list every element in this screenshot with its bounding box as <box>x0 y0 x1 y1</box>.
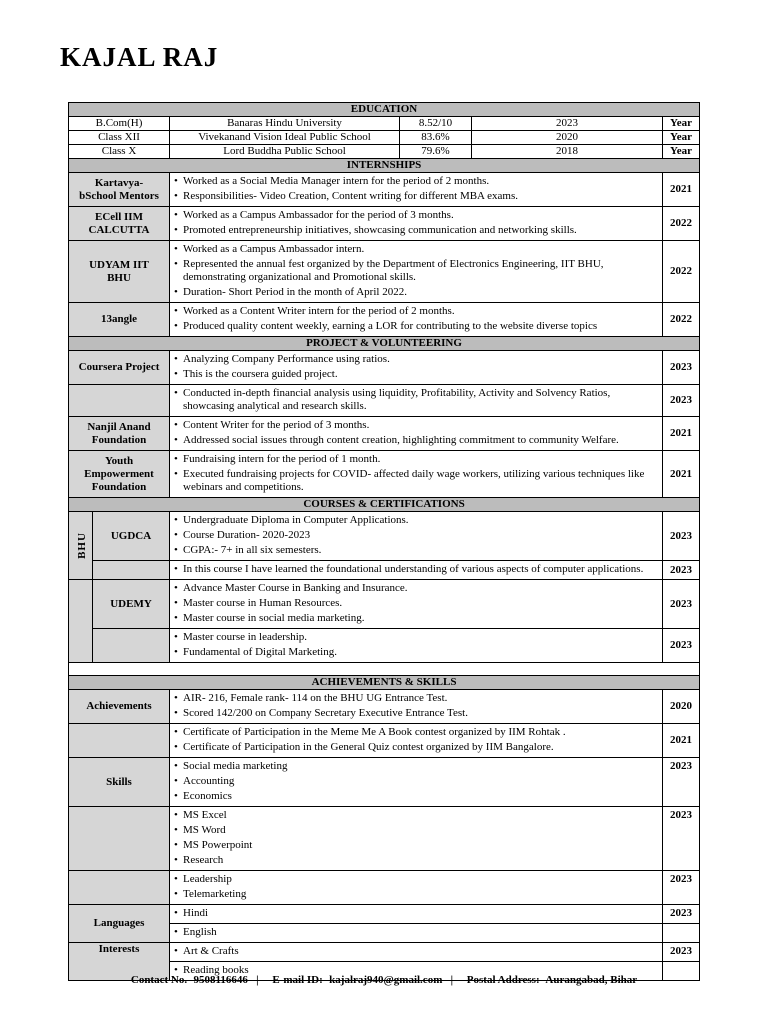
entry-details <box>170 580 663 629</box>
year-unit: Year <box>663 145 700 159</box>
score: 8.52/10 <box>400 117 472 131</box>
entry-details <box>170 173 663 207</box>
bullet-list <box>174 207 658 240</box>
entry-year-blank <box>663 924 700 943</box>
entry-details <box>170 385 663 417</box>
entry-label <box>69 385 170 417</box>
section-heading-courses: COURSES & CERTIFICATIONS <box>69 498 700 512</box>
languages-row <box>69 905 700 924</box>
bullet-item: • Hindi <box>174 907 658 920</box>
course-row <box>69 561 700 580</box>
skill-row <box>69 807 700 871</box>
entry-year: 2023 <box>663 561 700 580</box>
passing-year: 2020 <box>472 131 663 145</box>
spacer-row <box>69 663 700 676</box>
entry-details <box>170 871 663 905</box>
entry-label <box>69 690 170 724</box>
entry-label <box>69 241 170 303</box>
bullet-item: • Undergraduate Diploma in Computer Applications. <box>174 514 658 527</box>
section-heading-internships: INTERNSHIPS <box>69 159 700 173</box>
entry-label <box>69 451 170 498</box>
interests-row <box>69 943 700 962</box>
bullet-item: • Analyzing Company Performance using ratios. <box>174 353 658 366</box>
course-group-label <box>69 512 93 580</box>
bullet-item: • Advance Master Course in Banking and Insurance. <box>174 582 658 595</box>
entry-year: 2023 <box>663 512 700 561</box>
bullet-list <box>174 905 658 923</box>
education-row <box>69 117 700 131</box>
institute: Lord Buddha Public School <box>170 145 400 159</box>
bullet-item: • Telemarketing <box>174 888 658 901</box>
entry-label <box>69 207 170 241</box>
entry-label-text: UDEMY <box>110 597 152 610</box>
education-row <box>69 145 700 159</box>
entry-year: 2023 <box>663 871 700 905</box>
entry-label-text: 13angle <box>100 313 138 325</box>
bullet-item: • Represented the annual fest organized by the Department of Electronics Engineering, IIT BHU, demonstrating organizational and Promotional skills. <box>174 258 658 284</box>
contact-footer: Contact No.- 9508116646 | E-mail ID:- kajalraj940@gmail.com | Postal Address:- Aurangabad, Bihar <box>130 974 638 986</box>
entry-label <box>93 580 170 629</box>
bullet-item: • Art & Crafts <box>174 945 658 958</box>
course-group-text: BHU <box>75 532 88 559</box>
entry-label-text: Skills <box>106 775 132 788</box>
entry-details <box>170 561 663 580</box>
resume-table <box>68 102 700 981</box>
bullet-list <box>174 724 658 757</box>
contact-number: Contact No.- 9508116646 <box>130 974 248 986</box>
bullet-item: • Responsibilities- Video Creation, Content writing for different MBA exams. <box>174 190 658 203</box>
year-unit: Year <box>663 117 700 131</box>
entry-details <box>170 807 663 871</box>
bullet-list <box>174 351 658 384</box>
entry-year: 2021 <box>663 173 700 207</box>
entry-label-text: UDYAM IIT BHU <box>89 258 149 284</box>
bullet-list <box>174 417 658 450</box>
entry-year: 2021 <box>663 417 700 451</box>
bullet-item: • Master course in leadership. <box>174 631 658 644</box>
bullet-list <box>174 807 658 870</box>
section-row-education <box>69 103 700 117</box>
entry-label-text: Nanjil Anand Foundation <box>87 420 151 446</box>
entry-details <box>170 690 663 724</box>
entry-label <box>69 417 170 451</box>
internship-row <box>69 173 700 207</box>
entry-year: 2023 <box>663 905 700 924</box>
internship-row <box>69 241 700 303</box>
passing-year: 2018 <box>472 145 663 159</box>
bullet-item: • Duration- Short Period in the month of April 2022. <box>174 286 658 299</box>
bullet-item: • Scored 142/200 on Company Secretary Executive Entrance Test. <box>174 707 658 720</box>
bullet-list <box>174 943 658 961</box>
bullet-list <box>174 512 658 560</box>
bullet-list <box>174 561 658 579</box>
bullet-list <box>174 690 658 723</box>
institute: Vivekanand Vision Ideal Public School <box>170 131 400 145</box>
bullet-item: • Addressed social issues through content creation, highlighting commitment to community Welfare. <box>174 434 658 447</box>
entry-year: 2023 <box>663 385 700 417</box>
entry-label <box>69 871 170 905</box>
entry-details <box>170 417 663 451</box>
entry-details <box>170 303 663 337</box>
section-row-achievements <box>69 676 700 690</box>
bullet-item: • Master course in social media marketing. <box>174 612 658 625</box>
project-row <box>69 351 700 385</box>
candidate-name: KAJAL RAJ <box>60 42 219 72</box>
entry-label <box>69 303 170 337</box>
bullet-list <box>174 173 658 206</box>
bullet-item: • Worked as a Campus Ambassador for the period of 3 months. <box>174 209 658 222</box>
bullet-item: • Fundamental of Digital Marketing. <box>174 646 658 659</box>
bullet-item: • MS Powerpoint <box>174 839 658 852</box>
entry-label <box>69 724 170 758</box>
bullet-item: • MS Word <box>174 824 658 837</box>
bullet-item: • Course Duration- 2020-2023 <box>174 529 658 542</box>
bullet-item: • Executed fundraising projects for COVID- affected daily wage workers, utilizing various techniques like webinars and competitions. <box>174 468 658 494</box>
entry-label <box>69 758 170 807</box>
entry-year: 2020 <box>663 690 700 724</box>
course-row <box>69 512 700 561</box>
email-address: E-mail ID:- kajalraj940@gmail.com <box>272 974 443 986</box>
entry-label <box>69 807 170 871</box>
entry-year: 2022 <box>663 207 700 241</box>
bullet-item: • MS Excel <box>174 809 658 822</box>
course-row <box>69 580 700 629</box>
bullet-item: • Reading books <box>174 964 658 977</box>
project-row <box>69 417 700 451</box>
entry-year: 2023 <box>663 943 700 962</box>
section-row-internships <box>69 159 700 173</box>
entry-year: 2023 <box>663 807 700 871</box>
course-group-blank <box>69 580 93 663</box>
bullet-item: • Accounting <box>174 775 658 788</box>
bullet-item: • Worked as a Social Media Manager intern for the period of 2 months. <box>174 175 658 188</box>
bullet-item: • Master course in Human Resources. <box>174 597 658 610</box>
section-heading-education: EDUCATION <box>69 103 700 117</box>
bullet-item: • AIR- 216, Female rank- 114 on the BHU UG Entrance Test. <box>174 692 658 705</box>
bullet-item: • CGPA:- 7+ in all six semesters. <box>174 544 658 557</box>
bullet-item: • Worked as a Content Writer intern for the period of 2 months. <box>174 305 658 318</box>
education-row <box>69 131 700 145</box>
entry-details <box>170 629 663 663</box>
entry-label <box>69 905 170 943</box>
entry-label <box>93 629 170 663</box>
entry-label-text: UGDCA <box>110 529 152 542</box>
entry-details <box>170 758 663 807</box>
entry-label <box>93 512 170 561</box>
bullet-item: • English <box>174 926 658 939</box>
entry-year: 2021 <box>663 451 700 498</box>
bullet-item: • Promoted entrepreneurship initiatives, showcasing communication and networking skills. <box>174 224 658 237</box>
spacer-cell <box>69 663 700 676</box>
bullet-list <box>174 871 658 904</box>
bullet-item: • In this course I have learned the foundational understanding of various aspects of computer applications. <box>174 563 658 576</box>
achievement-row <box>69 724 700 758</box>
entry-label-text: Coursera Project <box>78 361 160 373</box>
entry-label-text: Achievements <box>86 700 152 712</box>
entry-details <box>170 724 663 758</box>
bullet-item: • Produced quality content weekly, earning a LOR for contributing to the website diverse topics <box>174 320 658 333</box>
entry-details <box>170 905 663 924</box>
entry-details <box>170 451 663 498</box>
bullet-item: • Conducted in-depth financial analysis using liquidity, Profitability, Activity and Solvency Ratios, showcasing analytical and research skills. <box>174 387 658 413</box>
degree: Class XII <box>69 131 170 145</box>
entry-details <box>170 943 663 962</box>
bullet-item: • Economics <box>174 790 658 803</box>
internship-row <box>69 207 700 241</box>
section-heading-projects: PROJECT & VOLUNTEERING <box>69 337 700 351</box>
entry-year: 2021 <box>663 724 700 758</box>
entry-label <box>93 561 170 580</box>
postal-address: Postal Address:- Aurangabad, Bihar <box>466 974 638 986</box>
entry-year: 2023 <box>663 758 700 807</box>
entry-label-text: Languages <box>93 917 145 929</box>
score: 83.6% <box>400 131 472 145</box>
bullet-list <box>174 629 658 662</box>
bullet-item: • This is the coursera guided project. <box>174 368 658 381</box>
bullet-item: • Certificate of Participation in the General Quiz contest organized by IIM Bangalore. <box>174 741 658 754</box>
section-row-projects <box>69 337 700 351</box>
entry-year: 2022 <box>663 241 700 303</box>
entry-details <box>170 351 663 385</box>
bullet-list <box>174 303 658 336</box>
section-heading-achievements: ACHIEVEMENTS & SKILLS <box>69 676 700 690</box>
internship-row <box>69 303 700 337</box>
entry-label <box>69 351 170 385</box>
score: 79.6% <box>400 145 472 159</box>
entry-details <box>170 241 663 303</box>
entry-details <box>170 207 663 241</box>
skill-row <box>69 871 700 905</box>
passing-year: 2023 <box>472 117 663 131</box>
entry-year: 2023 <box>663 351 700 385</box>
entry-label-text: ECell IIM CALCUTTA <box>88 210 150 236</box>
bullet-item: • Research <box>174 854 658 867</box>
entry-label <box>69 173 170 207</box>
bullet-list <box>174 580 658 628</box>
entry-label-text: Kartavya- bSchool Mentors <box>79 176 159 202</box>
bullet-list <box>174 241 658 302</box>
bullet-list <box>174 758 658 806</box>
course-row <box>69 629 700 663</box>
project-row <box>69 385 700 417</box>
year-unit: Year <box>663 131 700 145</box>
bullet-item: • Leadership <box>174 873 658 886</box>
entry-year: 2023 <box>663 629 700 663</box>
bullet-list <box>174 385 658 416</box>
bullet-item: • Certificate of Participation in the Meme Me A Book contest organized by IIM Rohtak . <box>174 726 658 739</box>
bullet-item: • Worked as a Campus Ambassador intern. <box>174 243 658 256</box>
achievement-row <box>69 690 700 724</box>
entry-label-text: Youth Empowerment Foundation <box>84 454 154 493</box>
bullet-list <box>174 451 658 497</box>
entry-details <box>170 512 663 561</box>
project-row <box>69 451 700 498</box>
entry-details <box>170 924 663 943</box>
bullet-item: • Social media marketing <box>174 760 658 773</box>
bullet-item: • Fundraising intern for the period of 1 month. <box>174 453 658 466</box>
institute: Banaras Hindu University <box>170 117 400 131</box>
bullet-list <box>174 924 658 942</box>
entry-label-text: Interests <box>98 943 140 955</box>
bullet-item: • Content Writer for the period of 3 months. <box>174 419 658 432</box>
section-row-courses <box>69 498 700 512</box>
entry-year: 2023 <box>663 580 700 629</box>
degree: B.Com(H) <box>69 117 170 131</box>
entry-year: 2022 <box>663 303 700 337</box>
degree: Class X <box>69 145 170 159</box>
skill-row <box>69 758 700 807</box>
